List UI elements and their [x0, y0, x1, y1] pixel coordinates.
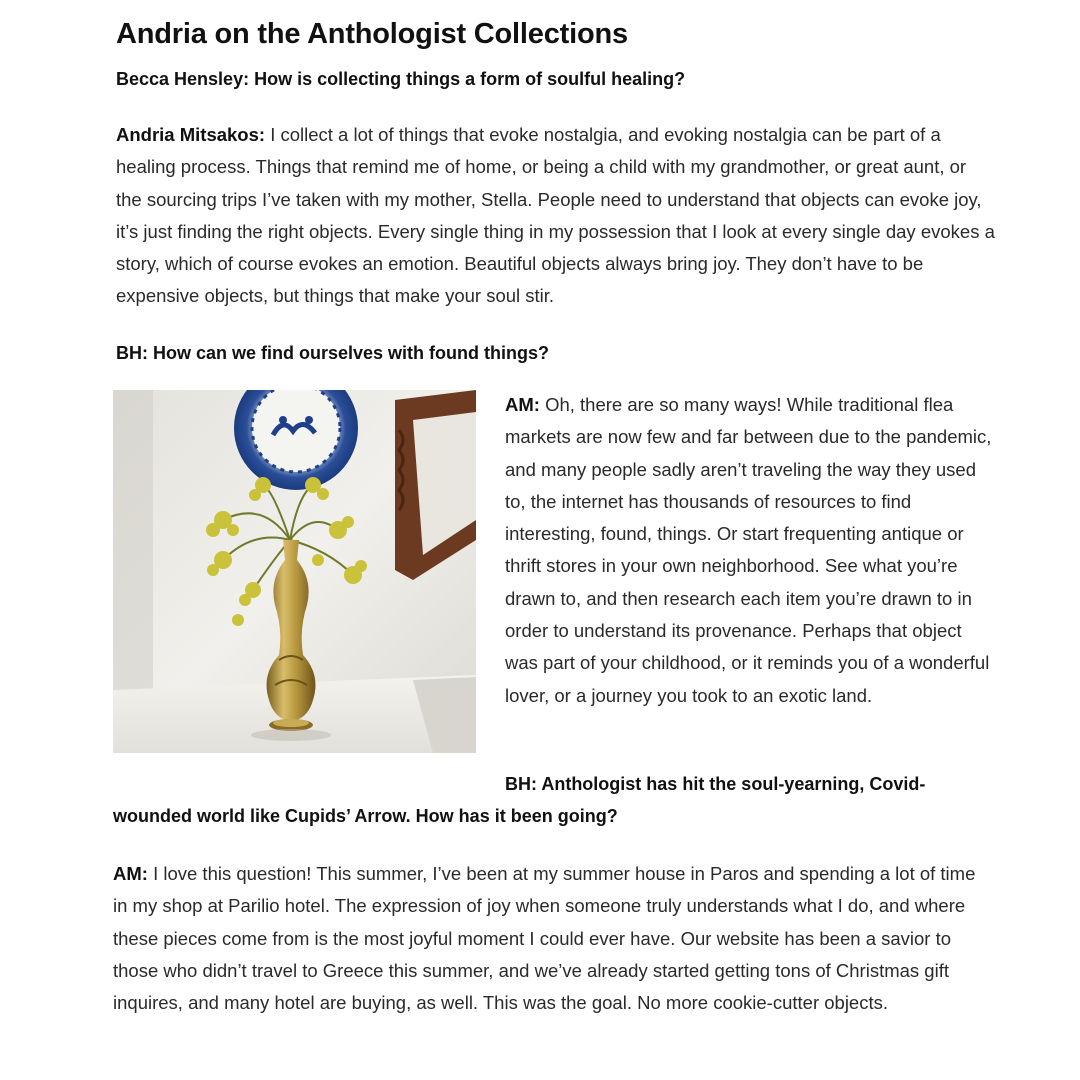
article-title: Andria on the Anthologist Collections [116, 18, 628, 50]
answer-1-speaker: Andria Mitsakos: [116, 124, 266, 145]
question-1: Becca Hensley: How is collecting things a form of soulful healing? [116, 69, 686, 89]
answer-1-text: I collect a lot of things that evoke nostalgia, and evoking nostalgia can be part of a healing process. Things that remind me of home, or being a child with my grandmother, or great aunt, or the sourcing trips I’ve taken with my mother, Stella. People need to understand that objects can evoke joy, it’s just finding the right objects. Every single thing in my possession that I look at every single day evokes a story, which of course evokes an emotion. Beautiful objects always bring joy. They don’t have to be expensive objects, but things that make your soul stir. [116, 124, 995, 307]
answer-2-speaker: AM: [505, 394, 540, 415]
answer-1 [116, 119, 996, 313]
brass-vase-with-flowers-photo-icon [113, 390, 476, 753]
answer-2-text: Oh, there are so many ways! While traditional flea markets are now few and far between due to the pandemic, and many people sadly aren’t traveling the way they used to, the internet has thousands of resources to find interesting, found, things. Or start frequenting antique or thrift stores in your own neighborhood. See what you’re drawn to, and then research each item you’re drawn to in order to understand its provenance. Perhaps that object was part of your childhood, or it reminds you of a wonderful lover, or a journey you took to an exotic land. [505, 394, 992, 706]
question-2: BH: How can we find ourselves with found things? [116, 343, 550, 363]
answer-3-text: I love this question! This summer, I’ve been at my summer house in Paros and spending a lot of time in my shop at Parilio hotel. The expression of joy when someone truly understands what I do, and where these pieces come from is the most joyful moment I could ever have. Our website has been a savior to those who didn’t travel to Greece this summer, and we’ve already started getting tons of Christmas gift inquires, and many hotel are buying, as well. This was the goal. No more cookie-cutter objects. [113, 863, 976, 1014]
question-3: BH: Anthologist has hit the soul-yearning, Covid-wounded world like Cupids’ Arrow. How has it been going? [113, 774, 926, 826]
answer-3-speaker: AM: [113, 863, 148, 884]
vase-photo [113, 390, 476, 753]
answer-2 [505, 389, 995, 712]
answer-3 [113, 858, 993, 1019]
